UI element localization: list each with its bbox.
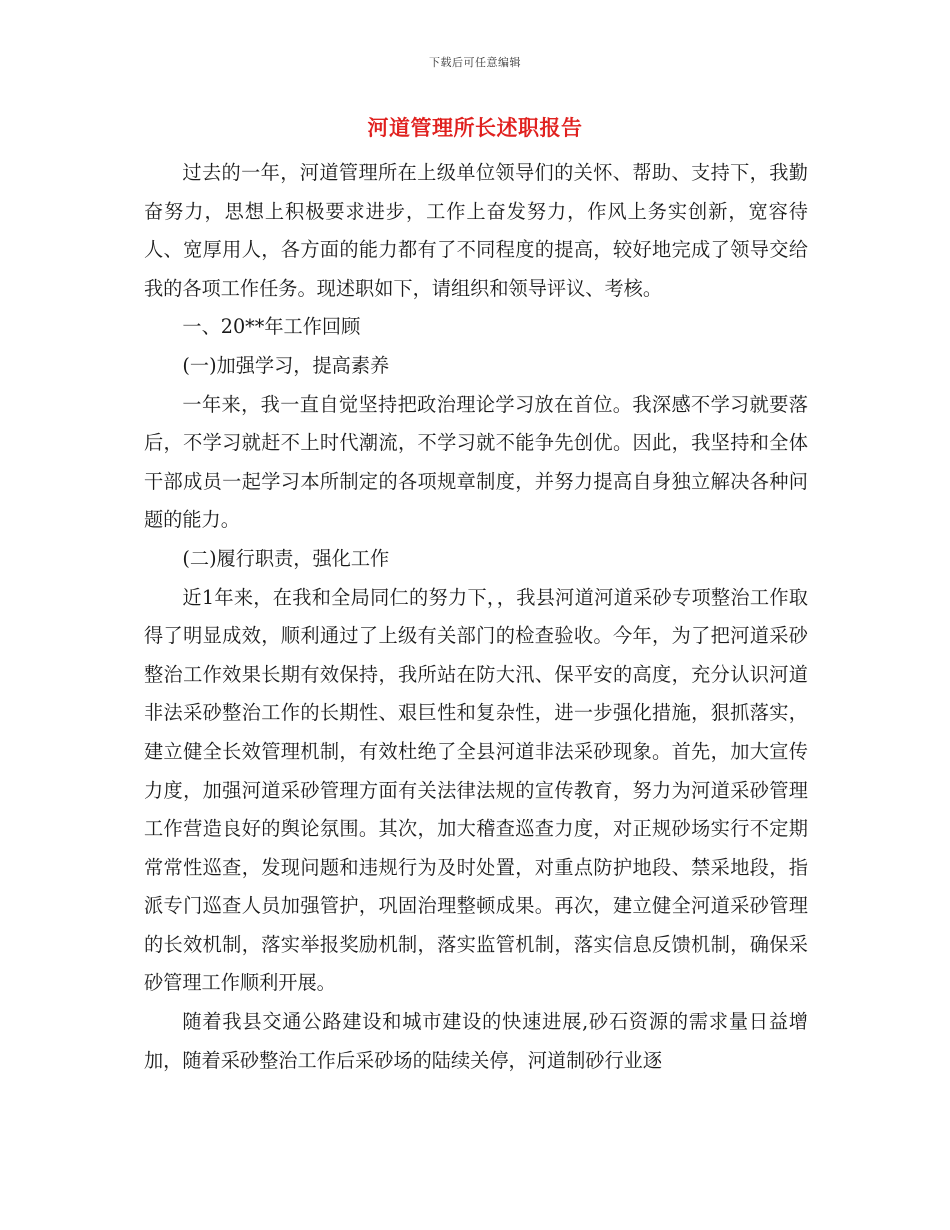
- subsection-heading-duty: (二)履行职责，强化工作: [182, 546, 390, 570]
- paragraph-duty: 近1年来，在我和全局同仁的努力下，，我县河道河道采砂专项整治工作取得了明显成效，顺利通过了上级有关部门的检查验收。今年，为了把河道采砂整治工作效果长期有效保持，我所站在防大汛、保平安的高度，充分认识河道非法采砂整治工作的长期性、艰巨性和复杂性，进一步强化措施，狠抓落实，建立健全长效管理机制，有效杜绝了全县河道非法采砂现象。首先，加大宣传力度，加强河道采砂管理方面有关法律法规的宣传教育，努力为河道采砂管理工作营造良好的舆论氛围。其次，加大稽查巡查力度，对正规砂场实行不定期常常性巡查，发现问题和违规行为及时处置，对重点防护地段、禁采地段，指派专门巡查人员加强管护，巩固治理整顿成果。再次，建立健全河道采砂管理的长效机制，落实举报奖励机制，落实监管机制，落实信息反馈机制，确保采砂管理工作顺利开展。: [144, 585, 808, 995]
- header-note: 下载后可任意编辑: [429, 56, 521, 69]
- paragraph-construction: 随着我县交通公路建设和城市建设的快速进展,砂石资源的需求量日益增加，随着采砂整治工作后采砂场的陆续关停，河道制砂行业逐: [144, 1010, 808, 1072]
- document-title: 河道管理所长述职报告: [367, 115, 583, 140]
- paragraph-study: 一年来，我一直自觉坚持把政治理论学习放在首位。我深感不学习就要落后，不学习就赶不上时代潮流，不学习就不能争先创优。因此，我坚持和全体干部成员一起学习本所制定的各项规章制度，并努力提高自身独立解决各种问题的能力。: [144, 392, 808, 532]
- paragraph-intro: 过去的一年，河道管理所在上级单位领导们的关怀、帮助、支持下，我勤奋努力，思想上积极要求进步，工作上奋发努力，作风上务实创新，宽容待人、宽厚用人，各方面的能力都有了不同程度的提高，较好地完成了领导交给我的各项工作任务。现述职如下，请组织和领导评议、考核。: [144, 161, 808, 300]
- document-body: [144, 154, 808, 1080]
- subsection-heading-study: (一)加强学习，提高素养: [182, 353, 390, 377]
- section-heading-review: 一、20**年工作回顾: [182, 315, 361, 339]
